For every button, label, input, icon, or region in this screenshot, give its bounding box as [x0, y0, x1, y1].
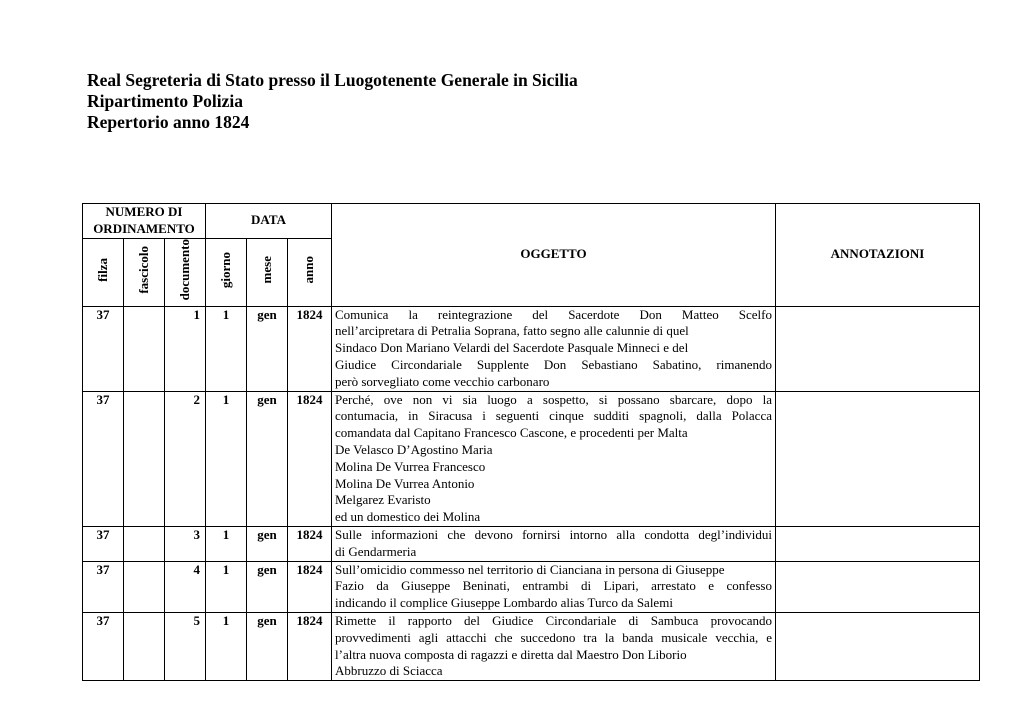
heading-line-2: Ripartimento Polizia — [87, 91, 244, 111]
cell-annotazioni — [776, 391, 980, 526]
oggetto-line: Fazio da Giuseppe Beninati, entrambi di Lipari, arrestato e confesso — [335, 578, 772, 594]
oggetto-line: Melgarez Evaristo — [335, 492, 431, 508]
cell-documento: 5 — [165, 612, 206, 680]
cell-fascicolo — [124, 391, 165, 526]
cell-anno: 1824 — [288, 561, 332, 612]
repertorio-table — [82, 203, 980, 681]
cell-fascicolo — [124, 561, 165, 612]
cell-annotazioni — [776, 612, 980, 680]
header-numero-ordinamento: NUMERO DI ORDINAMENTO — [83, 204, 206, 239]
cell-mese: gen — [247, 526, 288, 561]
cell-filza: 37 — [83, 612, 124, 680]
table-row — [83, 391, 980, 526]
cell-anno: 1824 — [288, 526, 332, 561]
cell-documento: 1 — [165, 306, 206, 391]
cell-filza: 37 — [83, 526, 124, 561]
heading-line-3: Repertorio anno 1824 — [87, 112, 250, 132]
cell-documento: 4 — [165, 561, 206, 612]
header-data: DATA — [206, 204, 332, 239]
cell-annotazioni — [776, 526, 980, 561]
cell-giorno: 1 — [206, 561, 247, 612]
oggetto-line: indicando il complice Giuseppe Lombardo alias Turco da Salemi — [335, 595, 673, 611]
cell-mese: gen — [247, 561, 288, 612]
header-oggetto: OGGETTO — [332, 204, 776, 307]
cell-mese: gen — [247, 306, 288, 391]
cell-giorno: 1 — [206, 526, 247, 561]
oggetto-line: Giudice Circondariale Supplente Don Sebastiano Sabatino, rimanendo — [335, 356, 772, 372]
oggetto-line: contumacia, in Siracusa i seguenti cinque sudditi spagnoli, dalla Polacca — [335, 408, 772, 424]
heading-line-1: Real Segreteria di Stato presso il Luogotenente Generale in Sicilia — [87, 70, 578, 90]
oggetto-line: l’altra nuova composta di ragazzi e diretta dal Maestro Don Liborio — [335, 646, 687, 662]
oggetto-line: Perché, ove non vi sia luogo a sospetto, si possano sbarcare, dopo la — [335, 391, 772, 407]
cell-annotazioni — [776, 561, 980, 612]
cell-fascicolo — [124, 306, 165, 391]
header-documento: documento — [165, 238, 206, 306]
cell-oggetto — [332, 391, 776, 526]
header-filza: filza — [83, 238, 124, 306]
cell-mese: gen — [247, 391, 288, 526]
header-mese: mese — [247, 238, 288, 306]
cell-filza: 37 — [83, 306, 124, 391]
oggetto-line: De Velasco D’Agostino Maria — [335, 441, 493, 457]
oggetto-line: Molina De Vurrea Antonio — [335, 475, 475, 491]
oggetto-line: Sull’omicidio commesso nel territorio di Cianciana in persona di Giuseppe — [335, 561, 725, 577]
cell-oggetto — [332, 561, 776, 612]
document-heading — [87, 70, 578, 133]
oggetto-line: nell’arcipretara di Petralia Soprana, fatto segno alle calunnie di quel — [335, 323, 689, 339]
cell-filza: 37 — [83, 561, 124, 612]
table-row — [83, 526, 980, 561]
oggetto-line: comandata dal Capitano Francesco Cascone, e procedenti per Malta — [335, 425, 688, 441]
cell-giorno: 1 — [206, 306, 247, 391]
oggetto-line: Sindaco Don Mariano Velardi del Sacerdote Pasquale Minneci e del — [335, 340, 689, 356]
cell-annotazioni — [776, 306, 980, 391]
oggetto-line: provvedimenti agli attacchi che succedono tra la banda musicale vecchia, e — [335, 629, 772, 645]
cell-giorno: 1 — [206, 612, 247, 680]
oggetto-line: Sulle informazioni che devono fornirsi intorno alla condotta degl’individui — [335, 526, 772, 542]
table-body — [83, 306, 980, 681]
cell-fascicolo — [124, 612, 165, 680]
oggetto-line: però sorvegliato come vecchio carbonaro — [335, 373, 550, 389]
oggetto-line: Rimette il rapporto del Giudice Circondariale di Sambuca provocando — [335, 612, 772, 628]
cell-anno: 1824 — [288, 612, 332, 680]
header-fascicolo: fascicolo — [124, 238, 165, 306]
cell-anno: 1824 — [288, 306, 332, 391]
cell-fascicolo — [124, 526, 165, 561]
oggetto-line: ed un domestico dei Molina — [335, 509, 481, 525]
oggetto-line: Abbruzzo di Sciacca — [335, 663, 443, 679]
oggetto-line: di Gendarmeria — [335, 543, 417, 559]
cell-giorno: 1 — [206, 391, 247, 526]
cell-mese: gen — [247, 612, 288, 680]
cell-oggetto — [332, 612, 776, 680]
header-annotazioni: ANNOTAZIONI — [776, 204, 980, 307]
cell-anno: 1824 — [288, 391, 332, 526]
header-anno: anno — [288, 238, 332, 306]
table-row — [83, 612, 980, 680]
oggetto-line: Comunica la reintegrazione del Sacerdote Don Matteo Scelfo — [335, 306, 772, 322]
header-giorno: giorno — [206, 238, 247, 306]
cell-oggetto — [332, 526, 776, 561]
cell-documento: 3 — [165, 526, 206, 561]
table-row — [83, 306, 980, 391]
cell-documento: 2 — [165, 391, 206, 526]
header-row-group — [83, 204, 980, 239]
oggetto-line: Molina De Vurrea Francesco — [335, 458, 486, 474]
table-row — [83, 561, 980, 612]
cell-filza: 37 — [83, 391, 124, 526]
cell-oggetto — [332, 306, 776, 391]
